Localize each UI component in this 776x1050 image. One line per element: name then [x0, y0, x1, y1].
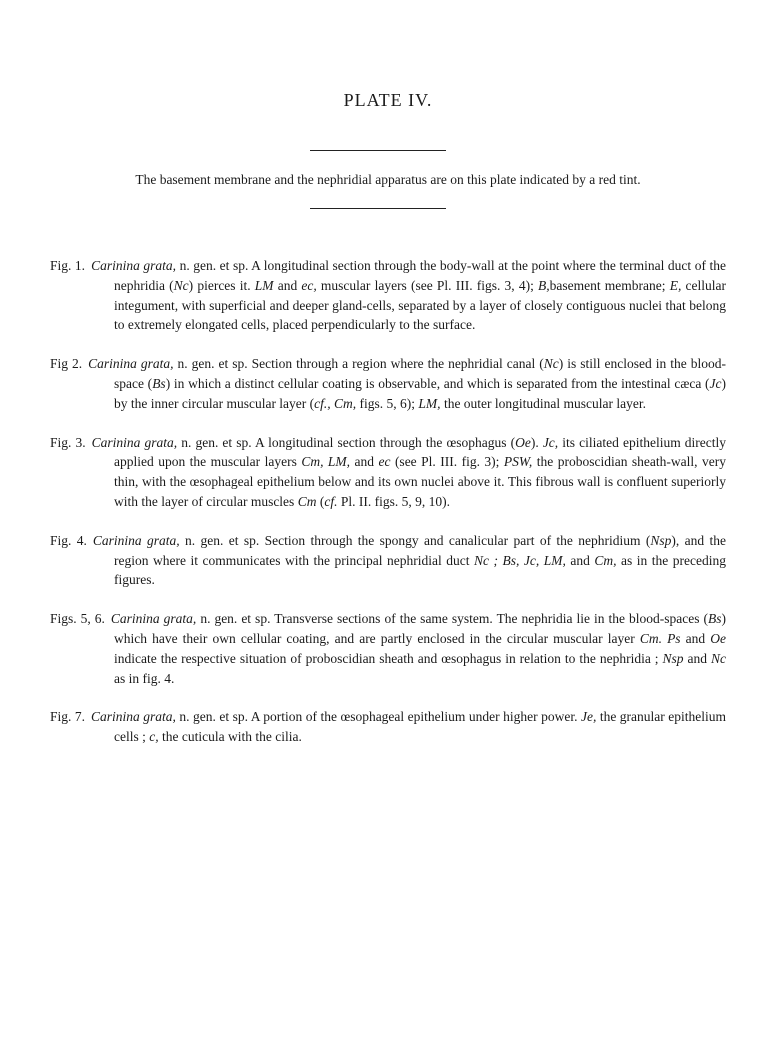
figure-caption-5-6: Figs. 5, 6. Carinina grata, n. gen. et sp. Transverse sections of the same system. The nephridia lie in the blood-spaces (Bs) which have their own cellular coating, and are partly enclosed in the circular muscular layer Cm. Ps and Oe indicate the respective situation of proboscidian sheath and œsophagus in relation to the nephridia ; Nsp and Nc as in fig. 4.: [50, 611, 727, 686]
figure-label: Fig 2.: [50, 356, 83, 372]
figure-captions: [50, 256, 726, 766]
plate-title: PLATE IV.: [343, 90, 433, 110]
figure-caption-7: Fig. 7. Carinina grata, n. gen. et sp. A portion of the œsophageal epithelium under higher power. Je, the granular epithelium cells ; c, the cuticula with the cilia.: [50, 709, 727, 745]
figure-caption-3: Fig. 3. Carinina grata, n. gen. et sp. A longitudinal section through the œsophagus (Oe). Jc, its ciliated epithelium directly applied upon the muscular layers Cm, LM, and ec (see Pl. III. fig. 3); PSW, the proboscidian sheath-wall, very thin, with the œsophageal epithelium below and its own nuclei above it. This fibrous wall is confluent superiorly with the layer of circular muscles Cm (cf. Pl. II. figs. 5, 9, 10).: [50, 434, 727, 509]
figure-label: Fig. 4.: [50, 532, 87, 548]
figure-label: Fig. 1.: [50, 258, 86, 273]
figure-caption-4: Fig. 4. Carinina grata, n. gen. et sp. Section through the spongy and canalicular part of the nephridium (Nsp), and the region where it communicates with the principal nephridial duct Nc ; Bs, Jc, LM, and Cm, as in the preceding figures.: [50, 532, 726, 588]
bottom-rule: [310, 208, 446, 209]
figure-label: Figs. 5, 6.: [50, 611, 105, 627]
figure-caption-1: Fig. 1. Carinina grata, n. gen. et sp. A longitudinal section through the body-wall at the point where the terminal duct of the nephridia (Nc) pierces it. LM and ec, muscular layers (see Pl. III. figs. 3, 4); B,basement membrane; E, cellular integument, with superficial and deeper gland-cells, separated by a layer of closely contiguous nuclei that belong to extremely elongated cells, placed perpendicularly to the surface.: [50, 258, 726, 333]
figure-label: Fig. 7.: [50, 709, 86, 725]
top-rule: [310, 150, 446, 151]
plate-note: The basement membrane and the nephridial apparatus are on this plate indicated by a red tint.: [135, 172, 641, 187]
figure-label: Fig. 3.: [50, 434, 86, 450]
figure-caption-2: Fig 2. Carinina grata, n. gen. et sp. Section through a region where the nephridial canal (Nc) is still enclosed in the blood-space (Bs) in which a distinct cellular coating is observable, and which is separated from the intestinal cæca (Jc) by the inner circular muscular layer (cf., Cm, figs. 5, 6); LM, the outer longitudinal muscular layer.: [50, 356, 727, 411]
